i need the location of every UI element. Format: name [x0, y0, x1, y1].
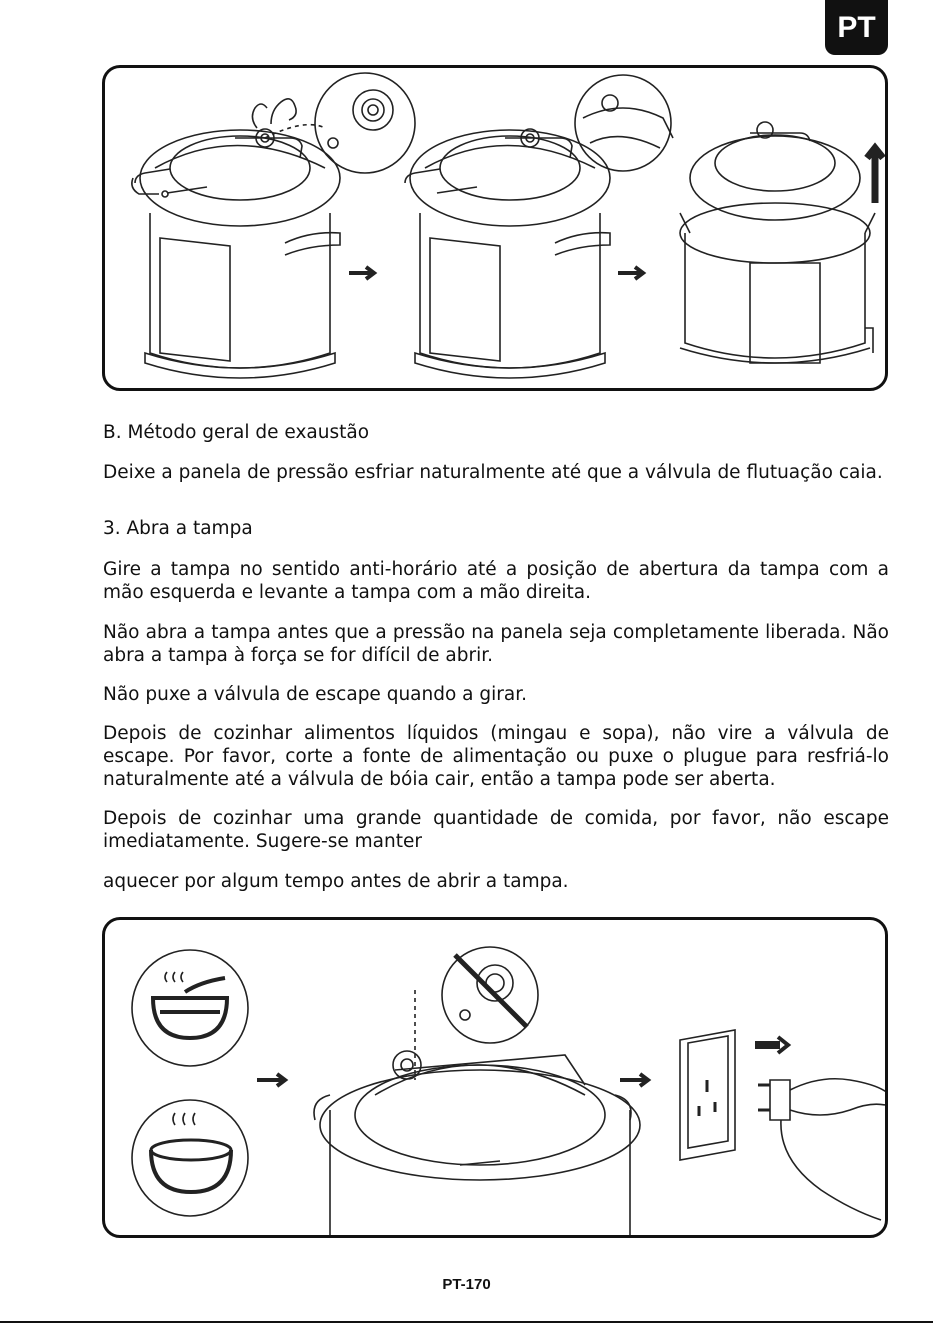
bottom-rule: [0, 1321, 933, 1323]
porridge-bowl-icon: [132, 950, 248, 1066]
illustration-panel-top: [102, 65, 888, 391]
paragraph-6: Depois de cozinhar uma grande quantidade de comida, por favor, não escape imediatamente. Sugere-se manter: [103, 808, 889, 852]
plug-and-hand-icon: [758, 1079, 885, 1220]
illustration-panel-bottom: [102, 917, 888, 1238]
cooker-opening-illustration: [105, 68, 885, 388]
paragraph-2: Gire a tampa no sentido anti-horário até a posição de abertura da tampa com a mão esquerda e levante a tampa com a mão direita.: [103, 559, 889, 603]
pressure-cooker-1: [132, 99, 340, 378]
paragraph-3: Não abra a tampa antes que a pressão na panela seja completamente liberada. Não abra a tampa à força se for difícil de abrir.: [103, 622, 889, 666]
paragraph-1: Deixe a panela de pressão esfriar naturalmente até que a válvula de flutuação caia.: [103, 462, 883, 483]
paragraph-5: Depois de cozinhar alimentos líquidos (mingau e sopa), não vire a válvula de escape. Por favor, corte a fonte de alimentação ou puxe o plugue para resfriá-lo naturalmente até a válvula de bóia cair, então a tampa pode ser aberta.: [103, 723, 889, 790]
arrow-right-1: [349, 267, 374, 279]
step-heading: 3. Abra a tampa: [103, 518, 253, 539]
arrow-up: [867, 148, 883, 203]
paragraph-4: Não puxe a válvula de escape quando a girar.: [103, 684, 528, 705]
pressure-cooker-3-lid-lifted: [680, 122, 875, 363]
paragraph-7: aquecer por algum tempo antes de abrir a tampa.: [103, 871, 569, 892]
arrow-right-4: [620, 1074, 648, 1086]
pressure-cooker-2: [405, 129, 610, 378]
arrow-right-3: [257, 1074, 285, 1086]
valve-zoom-circle-1: [265, 73, 415, 173]
valve-zoom-circle-2: [575, 75, 673, 171]
liquid-food-unplug-illustration: [105, 920, 885, 1235]
arrow-right-2: [618, 267, 643, 279]
crossed-valve-zoom-icon: [415, 947, 538, 1080]
language-tab: PT: [825, 0, 888, 55]
wall-socket-icon: [680, 1030, 735, 1160]
pressure-cooker-closed: [314, 1051, 640, 1235]
page-number: PT-170: [442, 1276, 491, 1293]
section-heading: B. Método geral de exaustão: [103, 422, 370, 443]
soup-bowl-icon: [132, 1100, 248, 1216]
